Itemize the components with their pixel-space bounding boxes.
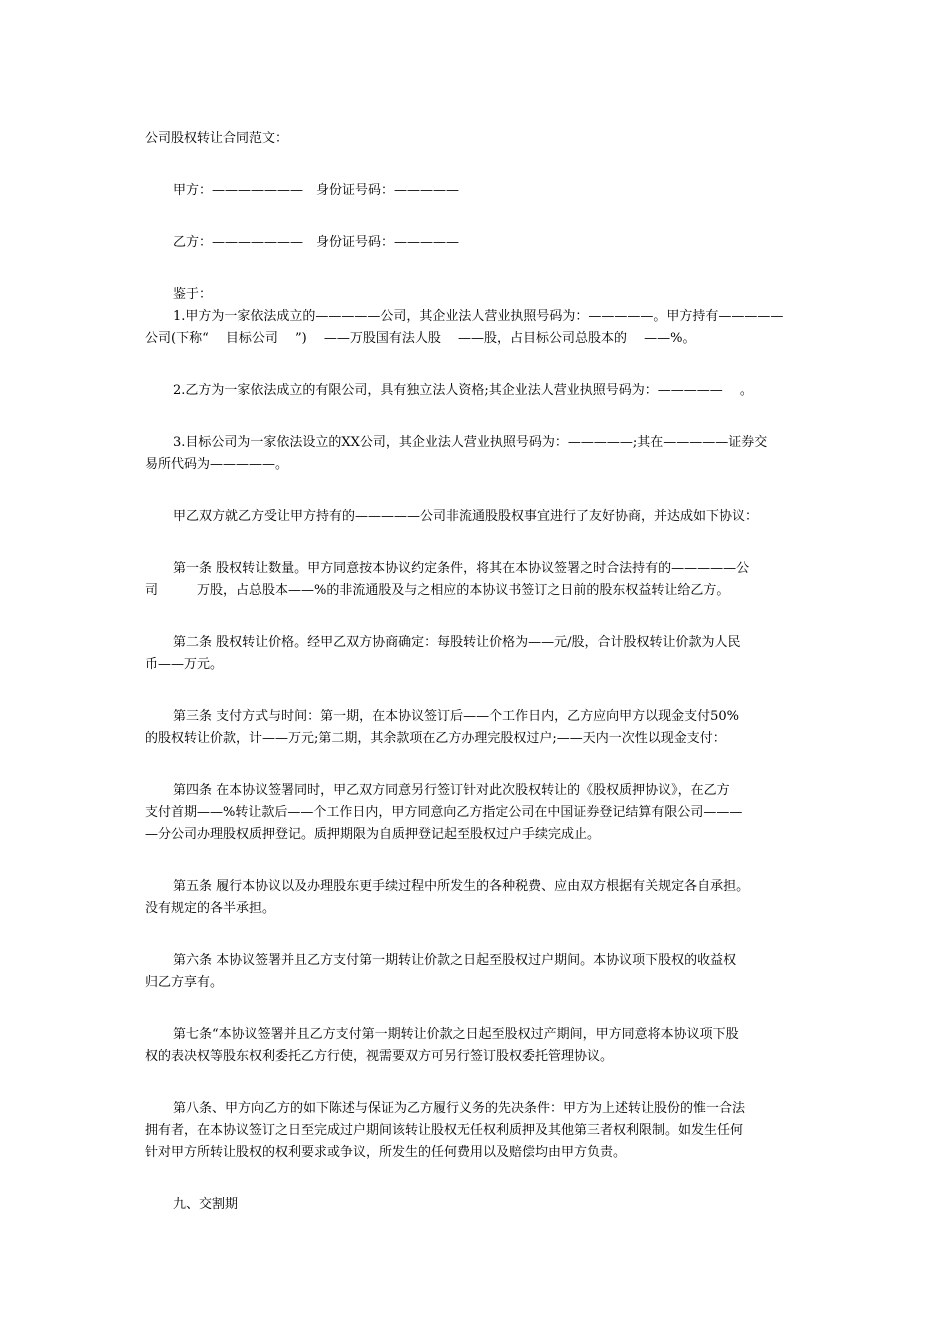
article-1-line-1: 第一条 股权转让数量。甲方同意按本协议约定条件，将其在本协议签署之时合法持有的—————公 bbox=[173, 561, 750, 576]
article-5-line-2: 没有规定的各半承担。 bbox=[145, 901, 276, 916]
agreement-intro-line: 甲乙双方就乙方受让甲方持有的—————公司非流通股股权事宜进行了友好协商，并达成如下协议： bbox=[173, 509, 759, 524]
document-title: 公司股权转让合同范文： bbox=[145, 131, 289, 146]
article-3 bbox=[145, 706, 807, 750]
article-8-line-1: 第八条、甲方向乙方的如下陈述与保证为乙方履行义务的先决条件：甲方为上述转让股份的惟一合法 bbox=[173, 1101, 746, 1116]
article-6-line-2: 归乙方享有。 bbox=[145, 975, 224, 990]
article-2-line-1: 第二条 股权转让价格。经甲乙双方协商确定：每股转让价格为——元/股，合计股权转让价款为人民 bbox=[173, 635, 741, 650]
party-a-line: 甲方：——————— 身份证号码：————— bbox=[173, 183, 460, 198]
article-7-line-2: 权的表决权等股东权利委托乙方行使，视需要双方可另行签订股权委托管理协议。 bbox=[145, 1049, 614, 1064]
article-5-line-1: 第五条 履行本协议以及办理股东更手续过程中所发生的各种税费、应由双方根据有关规定各自承担。 bbox=[173, 879, 750, 894]
article-1 bbox=[145, 558, 807, 602]
party-b-line: 乙方：——————— 身份证号码：————— bbox=[173, 235, 460, 250]
article-6-line-1: 第六条 本协议签署并且乙方支付第一期转让价款之日起至股权过户期间。本协议项下股权的收益权 bbox=[173, 953, 737, 968]
agreement-intro bbox=[145, 506, 807, 528]
whereas-item-3-line-1: 3.目标公司为一家依法设立的XX公司，其企业法人营业执照号码为：—————;其在—————证券交 bbox=[173, 435, 768, 450]
whereas-item-2-line-1: 2.乙方为一家依法成立的有限公司，具有独立法人资格;其企业法人营业执照号码为：————— 。 bbox=[173, 383, 753, 398]
article-8-line-3: 针对甲方所转让股权的权利要求或争议，所发生的任何费用以及赔偿均由甲方负责。 bbox=[145, 1145, 627, 1160]
article-4-line-3: —分公司办理股权质押登记。质押期限为自质押登记起至股权过户手续完成止。 bbox=[145, 827, 601, 842]
article-2-line-2: 币——万元。 bbox=[145, 657, 224, 672]
whereas-item-3 bbox=[145, 432, 807, 476]
article-7 bbox=[145, 1024, 807, 1068]
document-body bbox=[145, 128, 807, 1216]
article-9-heading: 九、交割期 bbox=[173, 1197, 239, 1212]
whereas-item-3-line-2: 易所代码为—————。 bbox=[145, 457, 289, 472]
article-3-line-1: 第三条 支付方式与时间：第一期，在本协议签订后——个工作日内，乙方应向甲方以现金支付50% bbox=[173, 709, 740, 724]
article-5 bbox=[145, 876, 807, 920]
whereas-item-1 bbox=[145, 306, 807, 350]
whereas-item-1-line-2: 公司(下称“ 目标公司 ”) ——万股国有法人股 ——股，占目标公司总股本的 ——%。 bbox=[145, 331, 696, 346]
whereas-item-1-line-1: 1.甲方为一家依法成立的—————公司，其企业法人营业执照号码为：—————。甲方持有————— bbox=[173, 309, 784, 324]
article-8-line-2: 拥有者，在本协议签订之日至完成过户期间该转让股权无任权利质押及其他第三者权利限制。如发生任何 bbox=[145, 1123, 744, 1138]
article-3-line-2: 的股权转让价款，计——万元;第二期，其余款项在乙方办理完股权过户;——天内一次性以现金支付： bbox=[145, 731, 726, 746]
article-6 bbox=[145, 950, 807, 994]
article-4 bbox=[145, 780, 807, 846]
whereas-item-2 bbox=[145, 380, 807, 402]
article-7-line-1: 第七条“本协议签署并且乙方支付第一期转让价款之日起至股权过产期间，甲方同意将本协议项下股 bbox=[173, 1027, 739, 1042]
article-4-line-1: 第四条 在本协议签署同时，甲乙双方同意另行签订针对此次股权转让的《股权质押协议》，在乙方 bbox=[173, 783, 730, 798]
article-8 bbox=[145, 1098, 807, 1164]
whereas-heading: 鉴于： bbox=[173, 287, 213, 302]
article-4-line-2: 支付首期——%转让款后——个工作日内，甲方同意向乙方指定公司在中国证券登记结算有限公司——— bbox=[145, 805, 743, 820]
article-1-line-2: 司 万股，占总股本——%的非流通股及与之相应的本协议书签订之日前的股东权益转让给乙方。 bbox=[145, 583, 730, 598]
article-2 bbox=[145, 632, 807, 676]
